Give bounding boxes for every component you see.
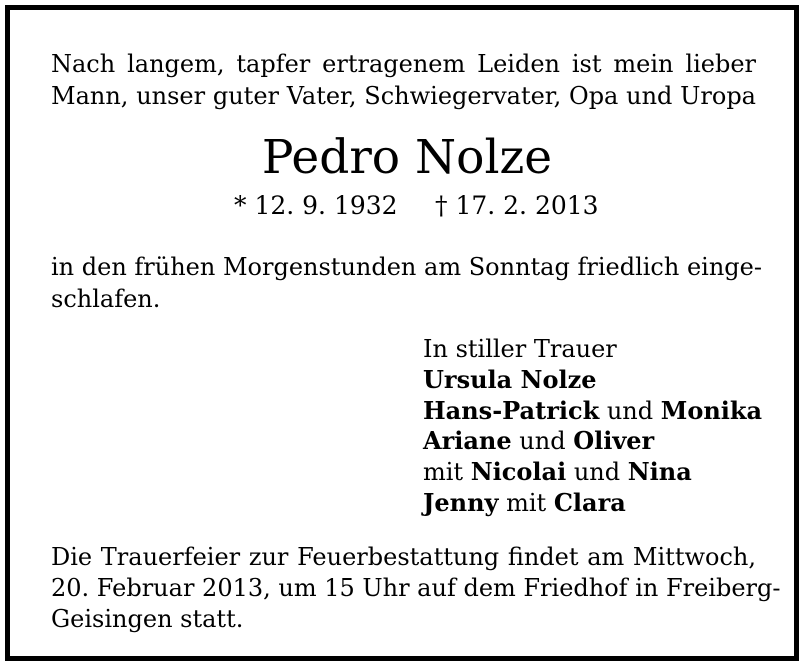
mourners-block — [423, 334, 762, 519]
mourner-row — [423, 457, 762, 488]
mourner-row — [423, 396, 762, 427]
mourner-name: Nina — [627, 457, 692, 487]
mourner-joiner: und — [566, 458, 628, 487]
birth-date: * 12. 9. 1932 — [234, 191, 398, 220]
mourner-joiner: und — [511, 427, 574, 456]
mourner-row — [423, 426, 762, 457]
mourner-name: Ariane — [423, 426, 512, 456]
funeral-line-3: Geisingen statt. — [51, 605, 244, 633]
obituary-frame — [5, 5, 799, 661]
mourner-name: Jenny — [423, 487, 499, 517]
mourner-joiner: und — [599, 396, 661, 425]
passing-line-2: schlafen. — [51, 285, 161, 313]
mourner-joiner: mit — [498, 488, 554, 517]
mourner-name: Hans-Patrick — [423, 395, 600, 425]
mourner-name: Oliver — [573, 426, 655, 456]
intro-paragraph — [51, 48, 756, 112]
intro-line-1: Nach langem, tapfer ertragenem Leiden ist mein lieber — [51, 50, 756, 78]
funeral-line-1: Die Trauerfeier zur Feuerbestattung findet am Mittwoch, — [51, 543, 756, 571]
deceased-name: Pedro Nolze — [261, 130, 553, 185]
mourner-name: Clara — [553, 487, 626, 517]
funeral-line-2: 20. Februar 2013, um 15 Uhr auf dem Friedhof in Freiberg- — [51, 574, 781, 602]
passing-paragraph — [51, 251, 762, 315]
mourner-prefix: mit — [423, 458, 471, 487]
mourner-row — [423, 365, 762, 396]
mourners-heading: In stiller Trauer — [423, 335, 617, 363]
mourner-name: Ursula Nolze — [423, 364, 597, 394]
mourner-name: Nicolai — [470, 457, 567, 487]
intro-line-2: Mann, unser guter Vater, Schwiegervater, Opa und Uropa — [51, 82, 756, 110]
mourner-name: Monika — [660, 395, 763, 425]
mourner-row — [423, 488, 762, 519]
passing-line-1: in den frühen Morgenstunden am Sonntag friedlich einge- — [51, 253, 762, 281]
funeral-paragraph — [51, 542, 781, 635]
death-date: † 17. 2. 2013 — [435, 191, 599, 220]
